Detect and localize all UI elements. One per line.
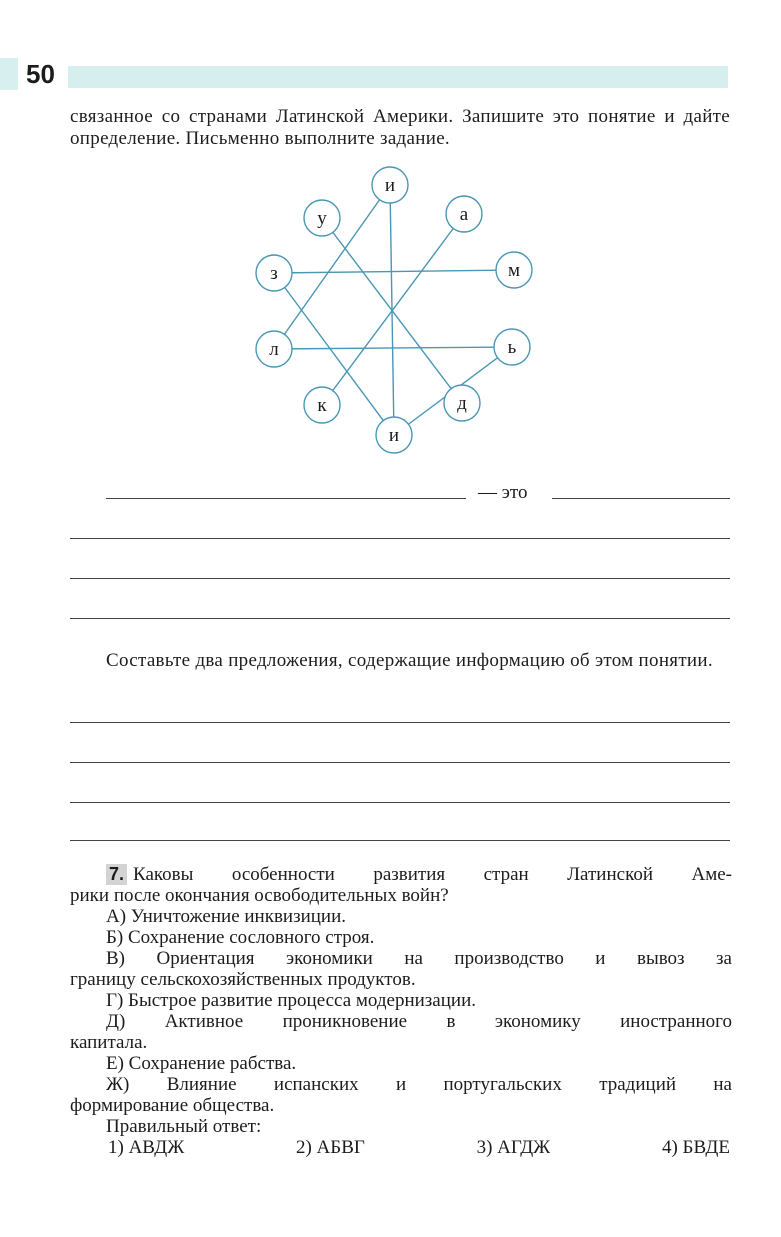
sentence-line[interactable]: [70, 722, 730, 723]
letter-node: [446, 196, 482, 232]
question-text-line: Каковы особенности развития стран Латинской Аме-: [133, 864, 732, 885]
sentence-line[interactable]: [70, 762, 730, 763]
letter-node: [304, 200, 340, 236]
letter-puzzle-diagram: [250, 160, 550, 460]
letter-node-label: и: [384, 175, 396, 196]
sentence-line[interactable]: [70, 840, 730, 841]
definition-line[interactable]: [70, 578, 730, 579]
answer-option-4[interactable]: 4) БВДЕ: [661, 1137, 730, 1158]
letter-node: [256, 255, 292, 291]
letter-node-label: у: [317, 208, 327, 229]
definition-connector: — это: [478, 482, 528, 503]
letter-node-label: и: [388, 425, 400, 446]
option-zh-continued: формирование общества.: [70, 1095, 275, 1116]
letter-node: [444, 385, 480, 421]
answer-label: Правильный ответ:: [106, 1116, 262, 1137]
definition-line[interactable]: [70, 538, 730, 539]
task-paragraph: Составьте два предложения, содержащие информацию об этом понятии.: [106, 650, 713, 671]
question-7: [70, 864, 732, 1158]
option-e: Е) Сохранение рабства.: [106, 1053, 297, 1074]
header-band: [68, 66, 728, 88]
option-d: Д) Активное проникновение в экономику иностранного: [106, 1011, 732, 1032]
diagram-connection: [274, 347, 512, 349]
letter-node: [304, 387, 340, 423]
letter-node-label: л: [269, 339, 279, 360]
option-a: А) Уничтожение инквизиции.: [106, 906, 347, 927]
intro-paragraph: связанное со странами Латинской Америки. Запишите это понятие и дайте определение. Письменно выполните задание.: [70, 106, 730, 149]
option-g: Г) Быстрое развитие процесса модернизации.: [106, 990, 476, 1011]
letter-node-label: з: [270, 263, 278, 284]
definition-line-start[interactable]: [552, 498, 730, 499]
letter-node: [376, 417, 412, 453]
term-line[interactable]: [106, 498, 466, 499]
letter-node-label: к: [317, 395, 327, 416]
option-b: Б) Сохранение сословного строя.: [106, 927, 375, 948]
option-zh: Ж) Влияние испанских и португальских традиций на: [106, 1074, 732, 1095]
question-text-line: рики после окончания освободительных войн?: [70, 885, 449, 906]
option-d-continued: капитала.: [70, 1032, 148, 1053]
option-v: В) Ориентация экономики на производство и вывоз за: [106, 948, 732, 969]
letter-node-label: а: [459, 204, 469, 225]
letter-node-label: д: [457, 393, 467, 414]
answer-options: [70, 1137, 732, 1158]
question-number: 7.: [106, 864, 127, 885]
page-number-tab: [0, 58, 64, 90]
sentence-line[interactable]: [70, 802, 730, 803]
letter-node: [256, 331, 292, 367]
answer-option-2[interactable]: 2) АБВГ: [295, 1137, 365, 1158]
page-number: 50: [26, 59, 55, 89]
letter-node: [496, 252, 532, 288]
answer-option-3[interactable]: 3) АГДЖ: [476, 1137, 551, 1158]
letter-node-label: ь: [507, 337, 517, 358]
letter-node: [494, 329, 530, 365]
letter-node: [372, 167, 408, 203]
definition-line[interactable]: [70, 618, 730, 619]
option-v-continued: границу сельскохозяйственных продуктов.: [70, 969, 416, 990]
letter-node-label: м: [507, 260, 521, 281]
diagram-connection: [274, 270, 514, 273]
answer-option-1[interactable]: 1) АВДЖ: [108, 1137, 185, 1158]
